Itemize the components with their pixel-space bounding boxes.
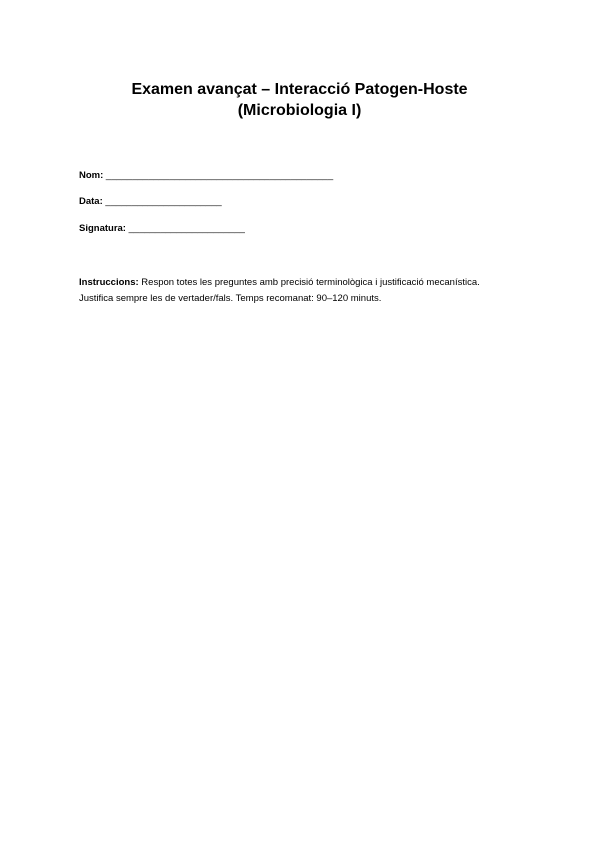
signature-blank-line: ______________________: [128, 223, 245, 234]
page-title: [0, 79, 599, 121]
instructions-paragraph: [79, 275, 529, 307]
name-label: Nom:: [79, 170, 104, 181]
instructions-text-line2: Justifica sempre les de vertader/fals. Temps recomanat: 90–120 minuts.: [79, 293, 382, 304]
name-field: [79, 170, 333, 182]
signature-label: Signatura:: [79, 223, 126, 234]
title-line-subject: (Microbiologia I): [237, 102, 362, 119]
instructions-text-line1: Respon totes les preguntes amb precisió terminològica i justificació mecanística.: [141, 277, 480, 288]
date-label: Data:: [79, 196, 103, 207]
date-blank-line: ______________________: [105, 196, 222, 207]
instructions-label: Instruccions:: [79, 277, 139, 288]
name-blank-line: ___________________________________________: [105, 170, 334, 181]
date-field: [79, 196, 222, 208]
title-line-main: Examen avançat – Interacció Patogen-Hoste: [131, 81, 468, 98]
signature-field: [79, 223, 245, 235]
